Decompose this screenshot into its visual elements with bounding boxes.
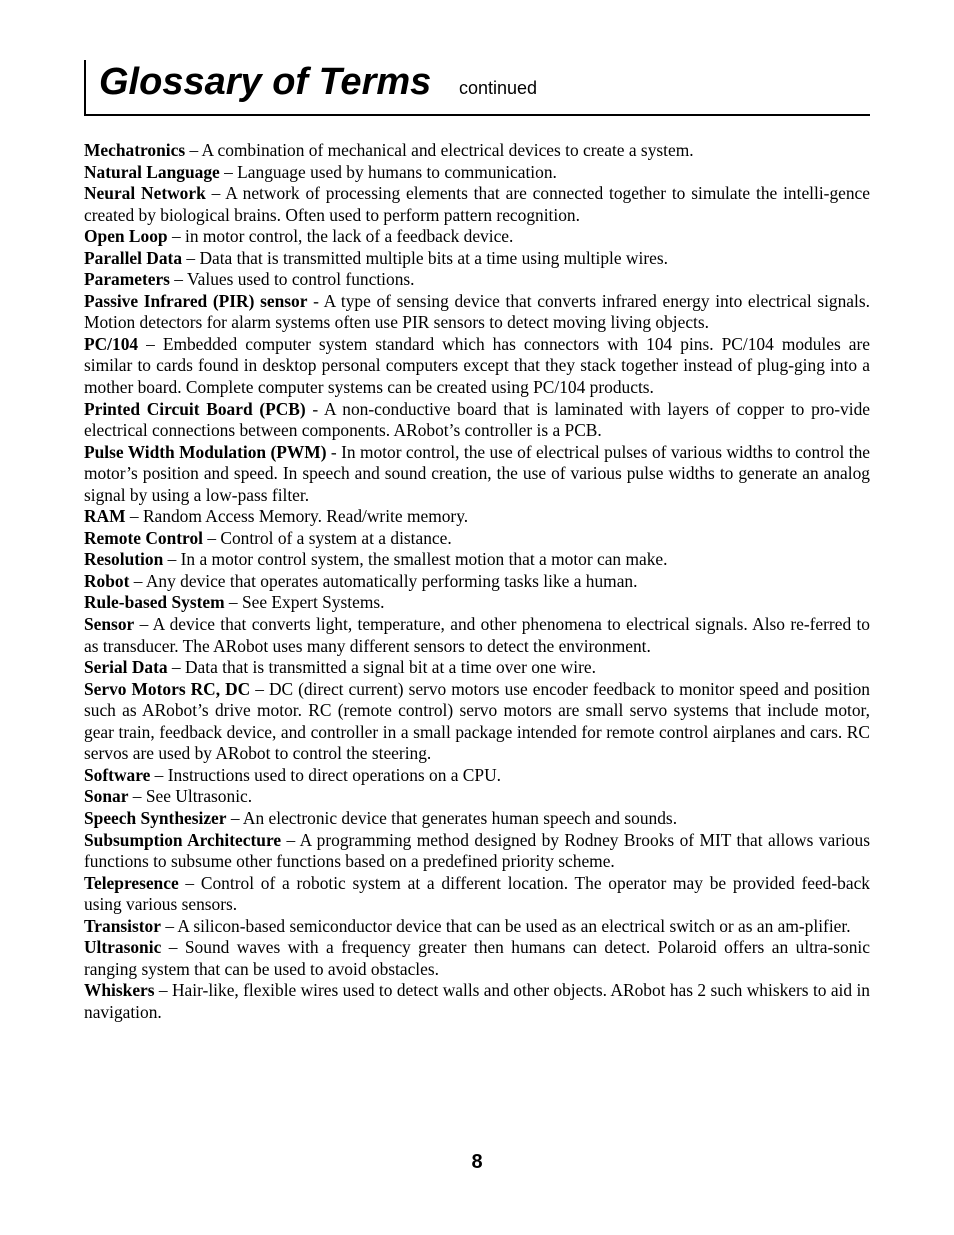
- glossary-term: Parameters: [84, 269, 170, 290]
- glossary-term: Transistor: [84, 915, 161, 936]
- glossary-definition: – An electronic device that generates human speech and sounds.: [226, 807, 678, 828]
- glossary-definition: – See Ultrasonic.: [128, 786, 253, 807]
- page-number: 8: [471, 1151, 483, 1173]
- glossary-definition: – Control of a system at a distance.: [202, 527, 452, 548]
- page-subtitle: continued: [459, 78, 538, 98]
- glossary-term: Sensor: [84, 614, 135, 635]
- glossary-definition: – A programming method designed by Rodney Brooks of MIT that allows various functions to subsume other functions based on a predefined priority scheme.: [84, 829, 870, 872]
- page-title: Glossary of Terms: [99, 61, 432, 103]
- glossary-definition: – Instructions used to direct operations on a CPU.: [150, 764, 501, 785]
- glossary-term: Open Loop: [84, 226, 168, 247]
- glossary-term: Serial Data: [84, 657, 168, 678]
- glossary-term: Rule-based System: [84, 592, 225, 613]
- glossary-entry: [84, 786, 870, 808]
- glossary-definition: - In motor control, the use of electrical pulses of various widths to control the motor’s position and speed. In speech and sound creation, the use of various pulse widths to generate an analog signal by using a low-pass filter.: [84, 441, 870, 505]
- glossary-definition: – Hair-like, flexible wires used to detect walls and other objects. ARobot has 2 such whiskers to aid in navigation.: [84, 980, 870, 1022]
- glossary-definition: – Data that is transmitted multiple bits at a time using multiple wires.: [182, 247, 668, 268]
- glossary-term: Passive Infrared (PIR) sensor: [84, 290, 308, 311]
- glossary-list: [84, 140, 870, 1023]
- glossary-entry: [84, 183, 870, 226]
- glossary-term: Pulse Width Modulation (PWM): [84, 441, 327, 462]
- glossary-term: Mechatronics: [84, 140, 186, 160]
- glossary-entry: [84, 506, 870, 528]
- glossary-term: Telepresence: [84, 872, 179, 893]
- glossary-term: Software: [84, 764, 151, 785]
- glossary-term: Resolution: [84, 549, 164, 570]
- glossary-term: RAM: [84, 506, 126, 527]
- glossary-definition: – A device that converts light, temperature, and other phenomena to electrical signals. Also re-ferred to as transducer. The ARobot uses many different sensors to detect the environment.: [84, 614, 870, 656]
- glossary-term: Ultrasonic: [84, 937, 162, 958]
- glossary-definition: – Values used to control functions.: [169, 269, 415, 290]
- glossary-definition: – Any device that operates automatically performing tasks like a human.: [129, 570, 638, 591]
- glossary-entry: [84, 291, 870, 334]
- glossary-entry: [84, 614, 870, 657]
- glossary-definition: – See Expert Systems.: [224, 592, 385, 613]
- glossary-entry: [84, 442, 870, 507]
- glossary-entry: [84, 334, 870, 399]
- glossary-term: Servo Motors RC, DC: [84, 678, 251, 699]
- glossary-definition: – Random Access Memory. Read/write memory.: [125, 506, 469, 527]
- glossary-definition: – Embedded computer system standard which has connectors with 104 pins. PC/104 modules are similar to cards found in desktop personal computers except that they stack together instead of plug-ging into a mother board. Complete computer systems can be created using PC/104 products.: [84, 333, 870, 398]
- glossary-definition: – In a motor control system, the smallest motion that a motor can make.: [163, 549, 668, 570]
- glossary-entry: [84, 399, 870, 442]
- glossary-definition: – Sound waves with a frequency greater then humans can detect. Polaroid offers an ultra-sonic ranging system that can be used to avoid obstacles.: [84, 937, 870, 979]
- glossary-term: Sonar: [84, 786, 129, 807]
- glossary-entry: [84, 657, 870, 679]
- glossary-entry: [84, 162, 870, 184]
- glossary-entry: [84, 592, 870, 614]
- glossary-entry: [84, 765, 870, 787]
- glossary-entry: [84, 269, 870, 291]
- glossary-entry: [84, 226, 870, 248]
- glossary-term: Whiskers: [84, 980, 155, 1001]
- glossary-definition: – in motor control, the lack of a feedback device.: [167, 226, 514, 247]
- glossary-entry: [84, 830, 870, 873]
- glossary-definition: – A silicon-based semiconductor device that can be used as an electrical switch or as an am-plifier.: [160, 915, 851, 936]
- glossary-term: Neural Network: [84, 183, 206, 204]
- glossary-entry: [84, 937, 870, 980]
- page-header: [84, 60, 870, 116]
- glossary-term: Natural Language: [84, 161, 220, 182]
- glossary-term: Parallel Data: [84, 247, 183, 268]
- glossary-definition: – A combination of mechanical and electrical devices to create a system.: [185, 140, 694, 160]
- glossary-term: PC/104: [84, 333, 139, 354]
- glossary-entry: [84, 248, 870, 270]
- glossary-entry: [84, 980, 870, 1023]
- glossary-term: Robot: [84, 570, 130, 591]
- glossary-definition: – A network of processing elements that are connected together to simulate the intelli-gence created by biological brains. Often used to perform pattern recognition.: [84, 183, 870, 225]
- glossary-entry: [84, 571, 870, 593]
- glossary-term: Subsumption Architecture: [84, 829, 282, 850]
- glossary-entry: [84, 916, 870, 938]
- glossary-entry: [84, 873, 870, 916]
- glossary-term: Remote Control: [84, 527, 203, 548]
- glossary-entry: [84, 549, 870, 571]
- glossary-entry: [84, 679, 870, 765]
- glossary-term: Speech Synthesizer: [84, 807, 227, 828]
- glossary-entry: [84, 140, 870, 162]
- glossary-definition: – Data that is transmitted a signal bit at a time over one wire.: [167, 657, 596, 678]
- glossary-definition: – DC (direct current) servo motors use encoder feedback to monitor speed and position such as ARobot’s drive motor. RC (remote control) servo motors are small servo systems that include motor, gear train, feedback device, and controller in a small package intended for remote control airplanes and cars. RC servos are used by ARobot to control the steering.: [84, 678, 870, 764]
- glossary-term: Printed Circuit Board (PCB): [84, 398, 306, 419]
- glossary-definition: – Control of a robotic system at a different location. The operator may be provided feed-back using various sensors.: [84, 872, 870, 915]
- glossary-definition: - A non-conductive board that is laminated with layers of copper to pro-vide electrical connections between components. ARobot’s controller is a PCB.: [84, 398, 870, 441]
- glossary-definition: – Language used by humans to communication.: [219, 161, 557, 182]
- glossary-entry: [84, 528, 870, 550]
- glossary-entry: [84, 808, 870, 830]
- glossary-definition: - A type of sensing device that converts infrared energy into electrical signals. Motion detectors for alarm systems often use PIR sensors to detect moving living objects.: [84, 290, 870, 333]
